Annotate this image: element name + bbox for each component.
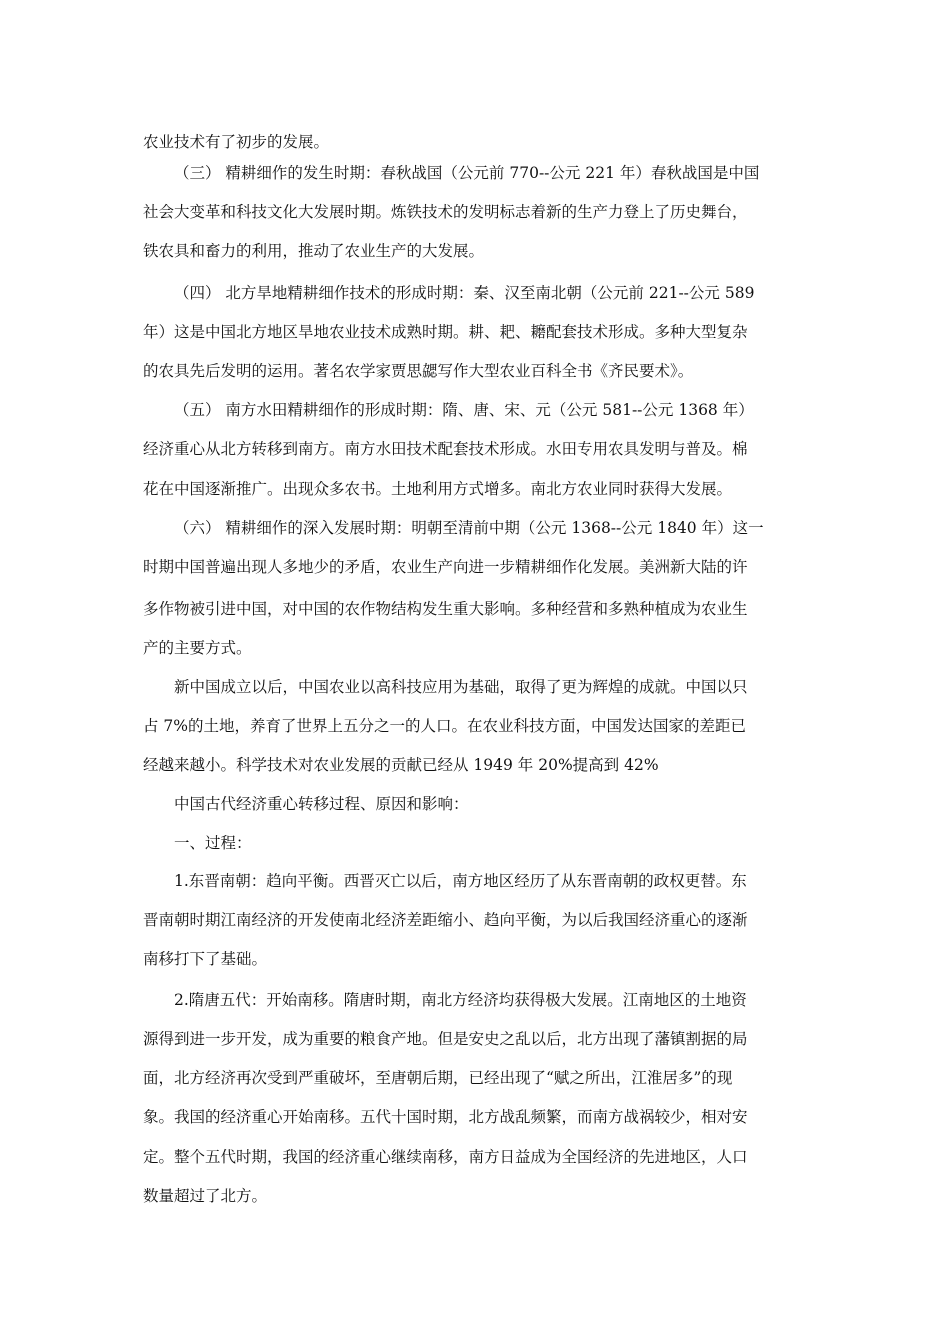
- text-line: 数量超过了北方。: [143, 1187, 268, 1205]
- text-line: 多作物被引进中国，对中国的农作物结构发生重大影响。多种经营和多熟种植成为农业生: [143, 600, 748, 618]
- text-line: 经越来越小。科学技术对农业发展的贡献已经从 1949 年 20%提高到 42%: [143, 756, 659, 774]
- section-heading-3: （三） 精耕细作的发生时期：春秋战国（公元前 770--公元 221 年）春秋战国是中国: [174, 164, 760, 182]
- text-line: 产的主要方式。: [143, 639, 252, 657]
- topic-heading: 中国古代经济重心转移过程、原因和影响：: [174, 795, 469, 813]
- section-heading-4: （四） 北方旱地精耕细作技术的形成时期：秦、汉至南北朝（公元前 221--公元 589: [174, 284, 755, 302]
- text-line: 铁农具和畜力的利用，推动了农业生产的大发展。: [143, 242, 485, 260]
- text-line: 农业技术有了初步的发展。: [143, 133, 330, 151]
- subheading-process: 一、过程：: [174, 834, 252, 852]
- text-line: 花在中国逐渐推广。出现众多农书。土地利用方式增多。南北方农业同时获得大发展。: [143, 480, 733, 498]
- text-line: 南移打下了基础。: [143, 950, 268, 968]
- text-line: 经济重心从北方转移到南方。南方水田技术配套技术形成。水田专用农具发明与普及。棉: [143, 440, 748, 458]
- section-heading-6: （六） 精耕细作的深入发展时期：明朝至清前中期（公元 1368--公元 1840 年）这一: [174, 519, 764, 537]
- text-line: 面，北方经济再次受到严重破坏，至唐朝后期，已经出现了“赋之所出，江淮居多”的现: [143, 1069, 733, 1087]
- text-line: 晋南朝时期江南经济的开发使南北经济差距缩小、趋向平衡，为以后我国经济重心的逐渐: [143, 911, 748, 929]
- text-line: 源得到进一步开发，成为重要的粮食产地。但是安史之乱以后，北方出现了藩镇割据的局: [143, 1030, 748, 1048]
- text-line: 年）这是中国北方地区旱地农业技术成熟时期。耕、耙、耱配套技术形成。多种大型复杂: [143, 323, 748, 341]
- text-line: 象。我国的经济重心开始南移。五代十国时期，北方战乱频繁，而南方战祸较少，相对安: [143, 1108, 748, 1126]
- text-line: 社会大变革和科技文化大发展时期。炼铁技术的发明标志着新的生产力登上了历史舞台，: [143, 203, 748, 221]
- text-line: 时期中国普遍出现人多地少的矛盾，农业生产向进一步精耕细作化发展。美洲新大陆的许: [143, 558, 748, 576]
- text-line: 定。整个五代时期，我国的经济重心继续南移，南方日益成为全国经济的先进地区，人口: [143, 1148, 748, 1166]
- paragraph-start: 新中国成立以后，中国农业以高科技应用为基础，取得了更为辉煌的成就。中国以只: [174, 678, 748, 696]
- item-1-start: 1.东晋南朝：趋向平衡。西晋灭亡以后，南方地区经历了从东晋南朝的政权更替。东: [174, 872, 747, 890]
- text-line: 的农具先后发明的运用。著名农学家贾思勰写作大型农业百科全书《齐民要术》。: [143, 362, 694, 380]
- text-line: 占 7%的土地，养育了世界上五分之一的人口。在农业科技方面，中国发达国家的差距已: [143, 717, 747, 735]
- item-2-start: 2.隋唐五代：开始南移。隋唐时期，南北方经济均获得极大发展。江南地区的土地资: [174, 991, 747, 1009]
- section-heading-5: （五） 南方水田精耕细作的形成时期：隋、唐、宋、元（公元 581--公元 1368 年）: [174, 401, 754, 419]
